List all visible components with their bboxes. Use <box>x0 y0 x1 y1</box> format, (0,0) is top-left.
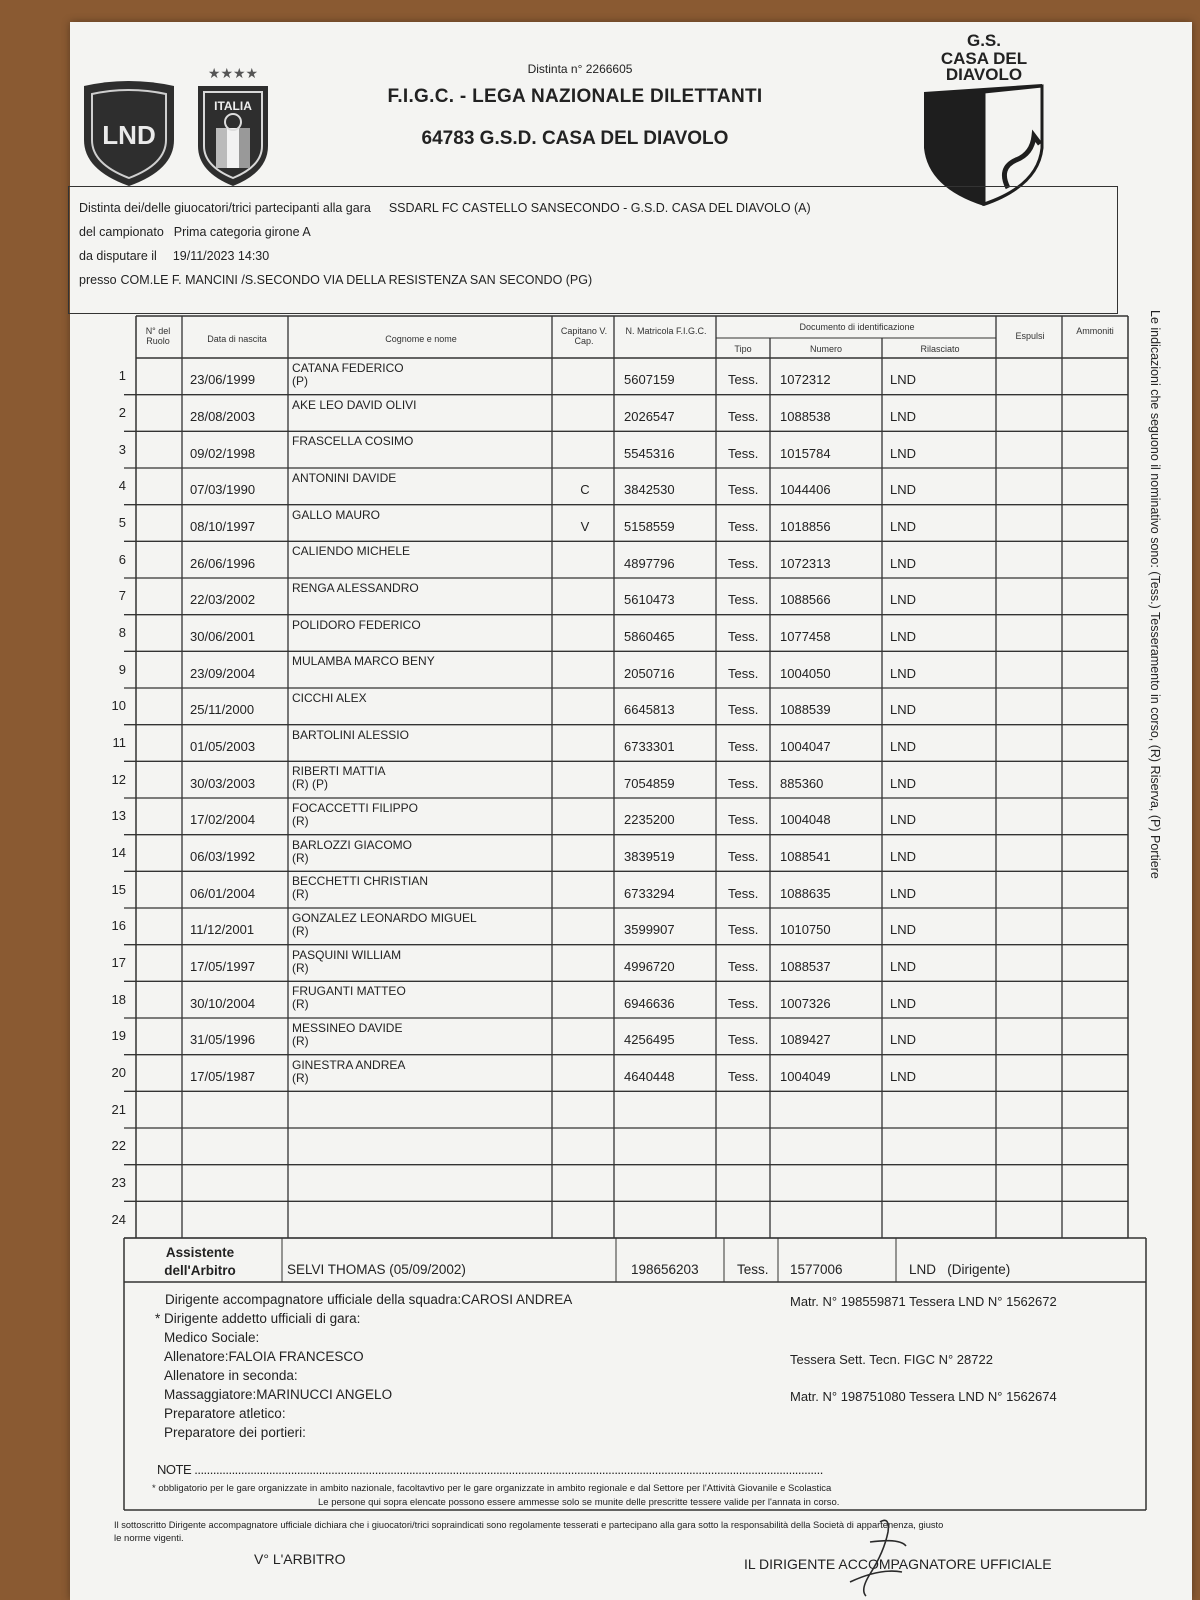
player-doc-number: 1004050 <box>780 665 831 681</box>
player-name: CATANA FEDERICO <box>292 361 404 375</box>
col-header-nome: Cognome e nome <box>385 334 457 344</box>
player-name: FRUGANTI MATTEO <box>292 984 406 999</box>
player-doc-type: Tess. <box>728 1069 759 1084</box>
player-birth-date: 28/08/2003 <box>190 409 256 424</box>
player-matricola: 5860465 <box>624 629 675 644</box>
player-birth-date: 30/10/2004 <box>190 995 256 1011</box>
player-doc-issuer: LND <box>890 665 917 681</box>
player-doc-type: Tess. <box>728 482 759 498</box>
player-name: GINESTRA ANDREA <box>292 1057 406 1072</box>
player-doc-issuer: LND <box>890 482 917 498</box>
player-name: CALIENDO MICHELE <box>292 544 411 559</box>
player-doc-number: 1088635 <box>780 885 831 901</box>
player-birth-date: 17/02/2004 <box>190 812 256 828</box>
row-number: 21 <box>111 1101 126 1117</box>
player-doc-number: 885360 <box>780 775 824 791</box>
notes-persone: Le persone qui sopra elencate possono essere ammesse solo se munite delle prescritte tessere valide per l'annata in corso. <box>318 1497 840 1508</box>
row-number: 17 <box>111 955 126 970</box>
assistant-matricola: 198656203 <box>631 1262 699 1277</box>
player-name: MULAMBA MARCO BENY <box>292 654 435 669</box>
italia-logo-text: ITALIA <box>214 99 252 113</box>
player-matricola: 5158559 <box>624 519 675 534</box>
staff-preparatore-atletico: Preparatore atletico: <box>164 1406 286 1421</box>
player-matricola: 4256495 <box>624 1032 675 1048</box>
player-role-tag: (R) <box>292 814 309 828</box>
club-logo-line2: CASA DEL <box>940 49 1028 68</box>
player-matricola: 2026547 <box>624 409 675 424</box>
player-matricola: 2235200 <box>624 812 675 828</box>
player-doc-number: 1088538 <box>780 409 831 424</box>
player-doc-number: 1010750 <box>780 922 831 938</box>
player-name: RENGA ALESSANDRO <box>292 581 419 595</box>
player-birth-date: 30/03/2003 <box>190 775 256 791</box>
assistant-name: SELVI THOMAS (05/09/2002) <box>287 1262 466 1277</box>
player-role-tag: (R) <box>292 924 309 938</box>
row-number: 4 <box>118 478 126 494</box>
player-birth-date: 07/03/1990 <box>190 482 256 498</box>
row-number: 18 <box>111 991 126 1007</box>
lnd-logo-text: LND <box>102 120 156 150</box>
player-doc-number: 1007326 <box>780 995 831 1011</box>
player-doc-number: 1015784 <box>780 445 831 461</box>
signature-arbitro-label: V° L'ARBITRO <box>254 1551 346 1567</box>
player-doc-issuer: LND <box>890 592 917 608</box>
notes-line: NOTE .......................................................................................................................................................................................................... <box>157 1462 823 1477</box>
row-number: 7 <box>118 588 126 604</box>
player-birth-date: 26/06/1996 <box>190 555 256 571</box>
staff-massaggiatore-matricola: Matr. N° 198751080 Tessera LND N° 1562674 <box>790 1389 1057 1404</box>
assistant-tipo: Tess. <box>737 1262 769 1277</box>
row-number: 6 <box>118 551 126 567</box>
row-number: 23 <box>111 1175 126 1190</box>
match-data: 19/11/2023 14:30 <box>172 249 270 263</box>
player-role-tag: (R) <box>292 997 309 1012</box>
player-doc-type: Tess. <box>728 702 759 718</box>
player-doc-issuer: LND <box>890 775 917 791</box>
col-header-capitano: Capitano V. Cap. <box>560 326 608 346</box>
staff-medico: Medico Sociale: <box>164 1330 260 1345</box>
player-role-tag: (R) <box>292 1034 309 1048</box>
player-name: PASQUINI WILLIAM <box>292 947 402 962</box>
player-matricola: 3842530 <box>624 482 675 498</box>
row-number: 2 <box>118 405 126 420</box>
handwritten-signature <box>810 1512 920 1600</box>
player-role-tag: (R) <box>292 960 309 975</box>
player-doc-type: Tess. <box>728 885 759 901</box>
svg-text:★★★★: ★★★★ <box>207 66 259 82</box>
club-title: 64783 G.S.D. CASA DEL DIAVOLO <box>421 128 729 149</box>
match-data-line <box>79 249 269 263</box>
player-matricola: 7054859 <box>624 775 675 791</box>
player-birth-date: 01/05/2003 <box>190 739 256 754</box>
player-name: BARLOZZI GIACOMO <box>292 837 413 852</box>
player-matricola: 4996720 <box>624 959 675 974</box>
player-role-tag: (R) <box>292 1070 309 1085</box>
player-matricola: 5545316 <box>624 445 675 461</box>
player-name: FOCACCETTI FILIPPO <box>292 801 419 815</box>
player-doc-number: 1088539 <box>780 702 831 718</box>
player-doc-issuer: LND <box>890 372 917 388</box>
row-number: 15 <box>111 881 126 897</box>
staff-dirigente-addetto: * Dirigente addetto ufficiali di gara: <box>155 1311 361 1326</box>
player-doc-number: 1018856 <box>780 519 831 534</box>
col-header-rilasciato: Rilasciato <box>920 344 960 354</box>
player-matricola: 6733301 <box>624 739 675 754</box>
match-info-box <box>68 186 1118 314</box>
player-birth-date: 31/05/1996 <box>190 1032 256 1048</box>
player-doc-type: Tess. <box>728 739 759 754</box>
player-doc-type: Tess. <box>728 519 759 534</box>
row-number: 24 <box>111 1211 126 1227</box>
player-doc-number: 1004048 <box>780 812 831 828</box>
player-doc-number: 1088537 <box>780 959 831 974</box>
player-doc-issuer: LND <box>890 702 917 718</box>
declaration-line2: le norme vigenti. <box>114 1533 184 1544</box>
row-number: 8 <box>118 625 126 640</box>
lnd-logo <box>80 80 178 188</box>
label-gara: Distinta dei/delle giuocatori/trici partecipanti alla gara <box>79 201 371 215</box>
player-matricola: 6946636 <box>624 995 675 1011</box>
staff-dirigente-accompagnatore: Dirigente accompagnatore ufficiale della squadra:CAROSI ANDREA <box>165 1292 573 1307</box>
player-doc-issuer: LND <box>890 1032 917 1048</box>
player-doc-type: Tess. <box>728 812 759 828</box>
match-gara: SSDARL FC CASTELLO SANSECONDO - G.S.D. CASA DEL DIAVOLO (A) <box>388 201 811 215</box>
row-number: 19 <box>111 1028 126 1044</box>
federation-title: F.I.G.C. - LEGA NAZIONALE DILETTANTI <box>387 86 763 107</box>
player-doc-issuer: LND <box>890 812 917 828</box>
player-name: MESSINEO DAVIDE <box>292 1021 403 1035</box>
row-number: 22 <box>111 1138 126 1154</box>
player-role-tag: (R) <box>292 887 309 902</box>
signature-dirigente-label: IL DIRIGENTE ACCOMPAGNATORE UFFICIALE <box>744 1556 1052 1572</box>
player-name: GONZALEZ LEONARDO MIGUEL <box>292 911 477 925</box>
player-doc-number: 1088566 <box>780 592 831 608</box>
assistant-rilasciato: LND (Dirigente) <box>909 1262 1011 1277</box>
player-birth-date: 23/06/1999 <box>190 372 256 388</box>
player-doc-type: Tess. <box>728 995 759 1011</box>
match-presso: COM.LE F. MANCINI /S.SECONDO VIA DELLA RESISTENZA SAN SECONDO (PG) <box>120 273 593 287</box>
player-doc-type: Tess. <box>728 592 759 608</box>
player-doc-issuer: LND <box>890 555 917 571</box>
player-doc-number: 1088541 <box>780 849 831 864</box>
player-doc-issuer: LND <box>890 519 917 534</box>
player-doc-issuer: LND <box>890 849 917 864</box>
club-logo-line1: G.S. <box>966 31 1002 50</box>
assistant-label <box>140 1244 260 1280</box>
player-birth-date: 11/12/2001 <box>190 922 255 938</box>
player-doc-issuer: LND <box>890 959 917 974</box>
player-doc-issuer: LND <box>890 629 917 644</box>
player-doc-type: Tess. <box>728 959 759 974</box>
col-header-nascita: Data di nascita <box>207 334 267 344</box>
row-number: 1 <box>118 368 126 384</box>
player-name: CICCHI ALEX <box>292 691 367 705</box>
player-matricola: 3599907 <box>624 922 675 938</box>
row-number: 16 <box>111 918 126 934</box>
match-campionato-line <box>79 225 311 239</box>
distinta-number: Distinta n° 2266605 <box>527 62 633 76</box>
player-birth-date: 06/01/2004 <box>190 885 256 901</box>
italia-logo <box>192 62 274 188</box>
player-birth-date: 17/05/1997 <box>190 959 256 974</box>
player-doc-type: Tess. <box>728 372 759 388</box>
player-name: ANTONINI DAVIDE <box>292 471 397 485</box>
player-doc-number: 1044406 <box>780 482 831 498</box>
club-logo-line3: DIAVOLO <box>945 65 1023 84</box>
row-number: 20 <box>111 1065 126 1080</box>
player-doc-issuer: LND <box>890 922 917 938</box>
col-header-ammoniti: Ammoniti <box>1076 326 1114 336</box>
player-doc-issuer: LND <box>890 995 917 1011</box>
player-doc-number: 1072313 <box>780 555 831 571</box>
declaration-line1: Il sottoscritto Dirigente accompagnatore ufficiale dichiara che i giuocatori/trici sopraindicati sono regolamente tesserati e partecipano alla gara sotto la responsabilità della Società di appartenenza, giusto <box>114 1520 944 1530</box>
player-doc-issuer: LND <box>890 409 917 424</box>
player-matricola: 6645813 <box>624 702 675 718</box>
player-doc-number: 1072312 <box>780 372 831 388</box>
staff-allenatore: Allenatore:FALOIA FRANCESCO <box>164 1349 364 1364</box>
row-number: 9 <box>118 661 126 677</box>
player-doc-issuer: LND <box>890 885 917 901</box>
player-doc-type: Tess. <box>728 445 759 461</box>
player-doc-type: Tess. <box>728 409 759 424</box>
player-doc-type: Tess. <box>728 665 759 681</box>
player-birth-date: 06/03/1992 <box>190 849 256 864</box>
player-captain-mark: C <box>580 482 590 498</box>
col-header-matricola: N. Matricola F.I.G.C. <box>625 326 707 336</box>
player-doc-issuer: LND <box>890 1069 917 1084</box>
player-doc-number: 1077458 <box>780 629 831 644</box>
player-doc-type: Tess. <box>728 1032 759 1048</box>
staff-allenatore-tessera: Tessera Sett. Tecn. FIGC N° 28722 <box>790 1352 993 1367</box>
player-name: GALLO MAURO <box>292 507 381 522</box>
assistant-label-2: dell'Arbitro <box>164 1263 236 1278</box>
player-doc-number: 1004049 <box>780 1069 831 1084</box>
casa-del-diavolo-logo <box>918 28 1048 210</box>
col-header-espulsi: Espulsi <box>1015 331 1045 341</box>
assistant-numero: 1577006 <box>790 1262 843 1277</box>
player-doc-type: Tess. <box>728 629 759 644</box>
player-doc-issuer: LND <box>890 739 917 754</box>
player-matricola: 4897796 <box>624 555 675 571</box>
row-number: 14 <box>111 845 126 860</box>
player-doc-type: Tess. <box>728 555 759 571</box>
player-matricola: 2050716 <box>624 665 675 681</box>
player-name: RIBERTI MATTIA <box>292 764 386 779</box>
player-birth-date: 22/03/2002 <box>190 592 256 608</box>
player-name: POLIDORO FEDERICO <box>292 617 421 632</box>
player-birth-date: 30/06/2001 <box>190 629 256 644</box>
match-presso-line <box>79 273 592 287</box>
player-doc-issuer: LND <box>890 445 917 461</box>
player-role-tag: (R) (P) <box>292 777 328 792</box>
player-role-tag: (P) <box>292 374 308 388</box>
staff-allenatore-seconda: Allenatore in seconda: <box>164 1368 298 1383</box>
player-birth-date: 08/10/1997 <box>190 519 256 534</box>
player-name: BARTOLINI ALESSIO <box>292 727 409 742</box>
row-number: 11 <box>112 735 126 750</box>
player-matricola: 5607159 <box>624 372 675 388</box>
row-number: 3 <box>118 441 126 457</box>
player-matricola: 5610473 <box>624 592 675 608</box>
row-number: 13 <box>111 808 126 824</box>
player-birth-date: 17/05/1987 <box>190 1069 256 1084</box>
match-gara-line <box>79 201 811 215</box>
player-birth-date: 25/11/2000 <box>190 702 255 718</box>
player-doc-type: Tess. <box>728 849 759 864</box>
staff-massaggiatore: Massaggiatore:MARINUCCI ANGELO <box>164 1387 393 1402</box>
player-doc-type: Tess. <box>728 775 759 791</box>
side-legend-note: Le indicazioni che seguono il nominativo sono: (Tess.) Tesseramento in corso, (R) Riserva, (P) Portiere <box>1148 310 1162 879</box>
col-header-ruolo: N° del Ruolo <box>145 326 171 346</box>
label-campionato: del campionato <box>79 225 164 239</box>
player-name: BECCHETTI CHRISTIAN <box>292 874 429 889</box>
player-birth-date: 09/02/1998 <box>190 445 256 461</box>
staff-dirigente-matricola: Matr. N° 198559871 Tessera LND N° 1562672 <box>790 1294 1057 1309</box>
label-data: da disputare il <box>79 249 157 263</box>
player-name: FRASCELLA COSIMO <box>292 434 414 449</box>
player-doc-number: 1089427 <box>780 1032 831 1048</box>
notes-obbligatorio: * obbligatorio per le gare organizzate in ambito nazionale, facoltavtivo per le gare organizzate in ambito regionale e dal Settore per l'Attività Giovanile e Scolastica <box>152 1483 832 1494</box>
player-captain-mark: V <box>580 519 590 534</box>
assistant-label-1: Assistente <box>165 1245 235 1260</box>
staff-preparatore-portieri: Preparatore dei portieri: <box>164 1425 306 1440</box>
label-presso: presso <box>79 273 117 287</box>
player-doc-type: Tess. <box>728 922 759 938</box>
row-number: 5 <box>118 515 126 530</box>
player-matricola: 6733294 <box>624 885 675 901</box>
row-number: 10 <box>111 698 126 714</box>
player-matricola: 4640448 <box>624 1069 675 1084</box>
row-number: 12 <box>111 771 126 787</box>
player-name: AKE LEO DAVID OLIVI <box>292 397 417 412</box>
col-header-documento: Documento di identificazione <box>799 322 915 332</box>
match-campionato: Prima categoria girone A <box>173 225 311 239</box>
player-matricola: 3839519 <box>624 849 675 864</box>
col-header-numero: Numero <box>809 344 842 354</box>
col-header-tipo: Tipo <box>734 344 752 354</box>
player-birth-date: 23/09/2004 <box>190 665 256 681</box>
player-role-tag: (R) <box>292 850 309 865</box>
player-doc-number: 1004047 <box>780 739 831 754</box>
